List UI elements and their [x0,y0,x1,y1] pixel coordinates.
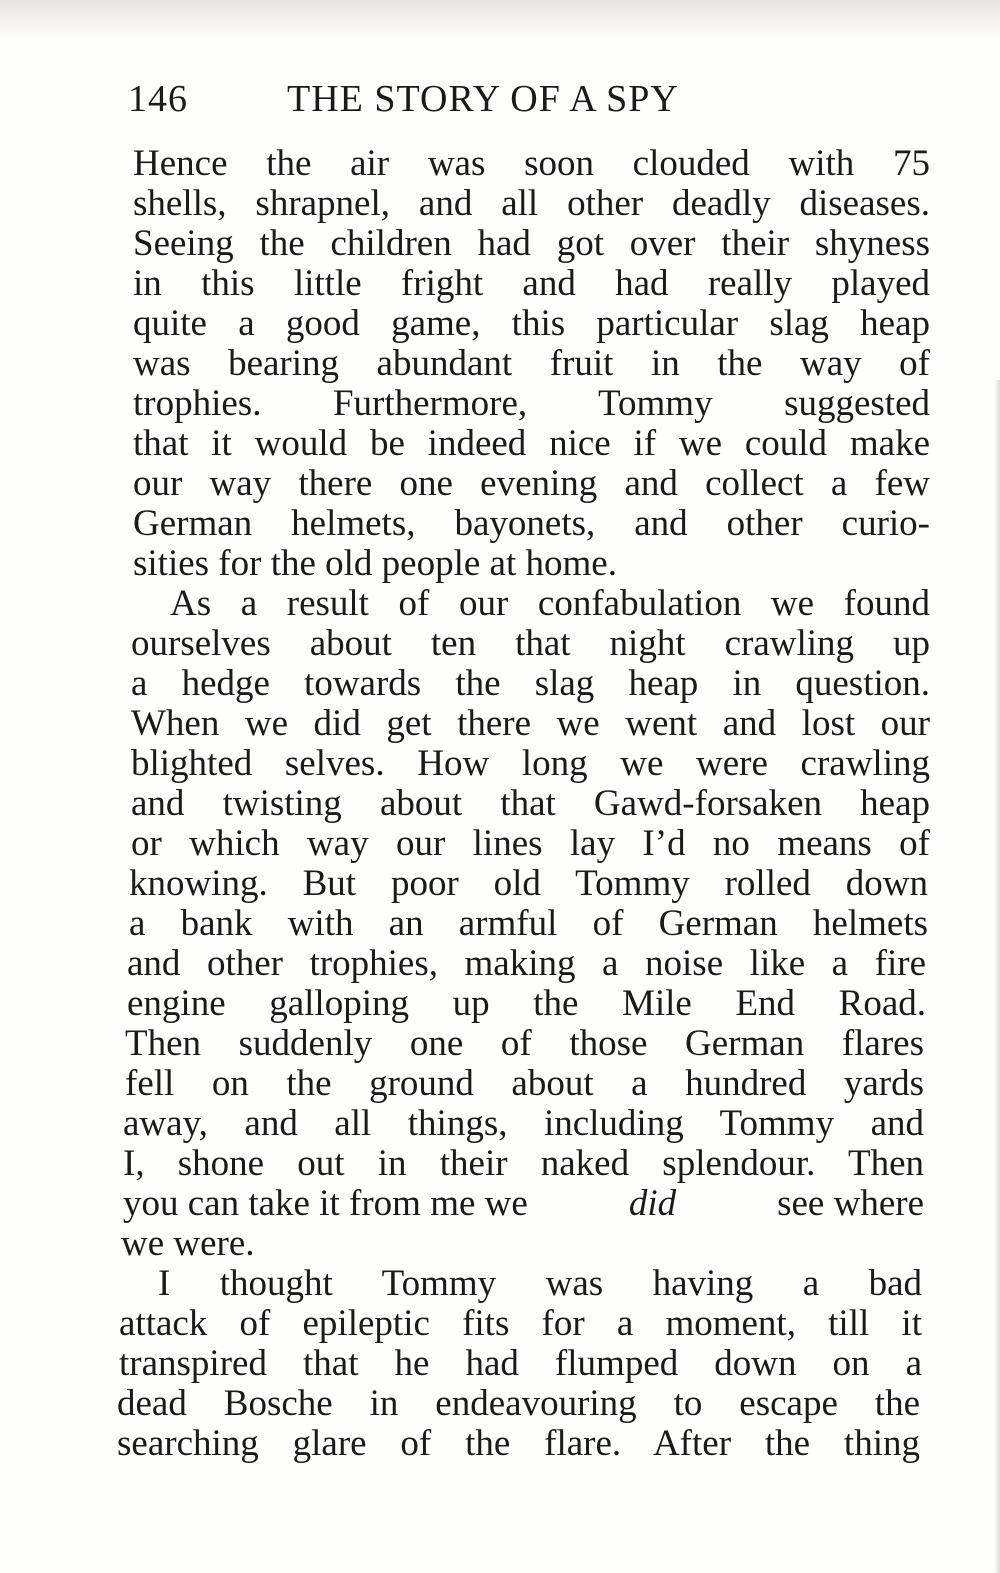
text-line: ourselves about ten that night crawling up [131,623,930,664]
text-line: our way there one evening and collect a few [133,463,930,504]
page-number: 146 [128,78,188,120]
text-line: a bank with an armful of German helmets [129,903,928,944]
text-line: and twisting about that Gawd-forsaken heap [131,783,930,824]
text-line: away, and all things, including Tommy and [123,1103,924,1144]
text-line: transpired that he had flumped down on a [119,1343,922,1384]
text-line-with-italic [123,1184,924,1224]
paragraph-first-line: I thought Tommy was having a bad [158,1263,922,1304]
text-line: was bearing abundant fruit in the way of [133,343,930,384]
text-line: in this little fright and had really played [133,263,930,304]
text-line: quite a good game, this particular slag heap [133,303,930,344]
text-line: Hence the air was soon clouded with 75 [133,143,930,184]
text-line: searching glare of the flare. After the thing [117,1423,920,1464]
text-segment: you can take it from me we [123,1183,528,1224]
text-line: that it would be indeed nice if we could make [133,423,930,464]
scan-shadow-top [0,0,1000,38]
text-line: When we did get there we went and lost our [131,703,930,744]
text-line: attack of epileptic fits for a moment, till it [119,1303,922,1344]
text-line: a hedge towards the slag heap in question. [131,663,930,704]
text-segment: see where [777,1183,924,1224]
text-line: knowing. But poor old Tommy rolled down [129,863,928,904]
text-line: engine galloping up the Mile End Road. [127,983,926,1024]
text-line: sities for the old people at home. [133,543,617,584]
text-line: or which way our lines lay I’d no means of [131,823,930,864]
text-line: Seeing the children had got over their shyness [133,223,930,264]
text-line: fell on the ground about a hundred yards [125,1063,924,1104]
text-line: trophies. Furthermore, Tommy suggested [133,383,930,424]
page-header [128,74,928,124]
text-line: Then suddenly one of those German flares [125,1023,924,1064]
paragraph-first-line: As a result of our confabulation we found [170,583,930,624]
text-line: I, shone out in their naked splendour. Then [123,1143,924,1184]
scan-shadow-right [994,380,1000,1573]
running-title: THE STORY OF A SPY [287,78,679,120]
italic-word: did [628,1183,677,1224]
text-line: we were. [121,1223,255,1264]
text-line: shells, shrapnel, and all other deadly diseases. [133,183,930,224]
text-line: dead Bosche in endeavouring to escape the [117,1383,920,1424]
text-line: blighted selves. How long we were crawling [131,743,930,784]
text-line: and other trophies, making a noise like a fire [127,943,926,984]
text-line: German helmets, bayonets, and other curio- [133,503,930,544]
